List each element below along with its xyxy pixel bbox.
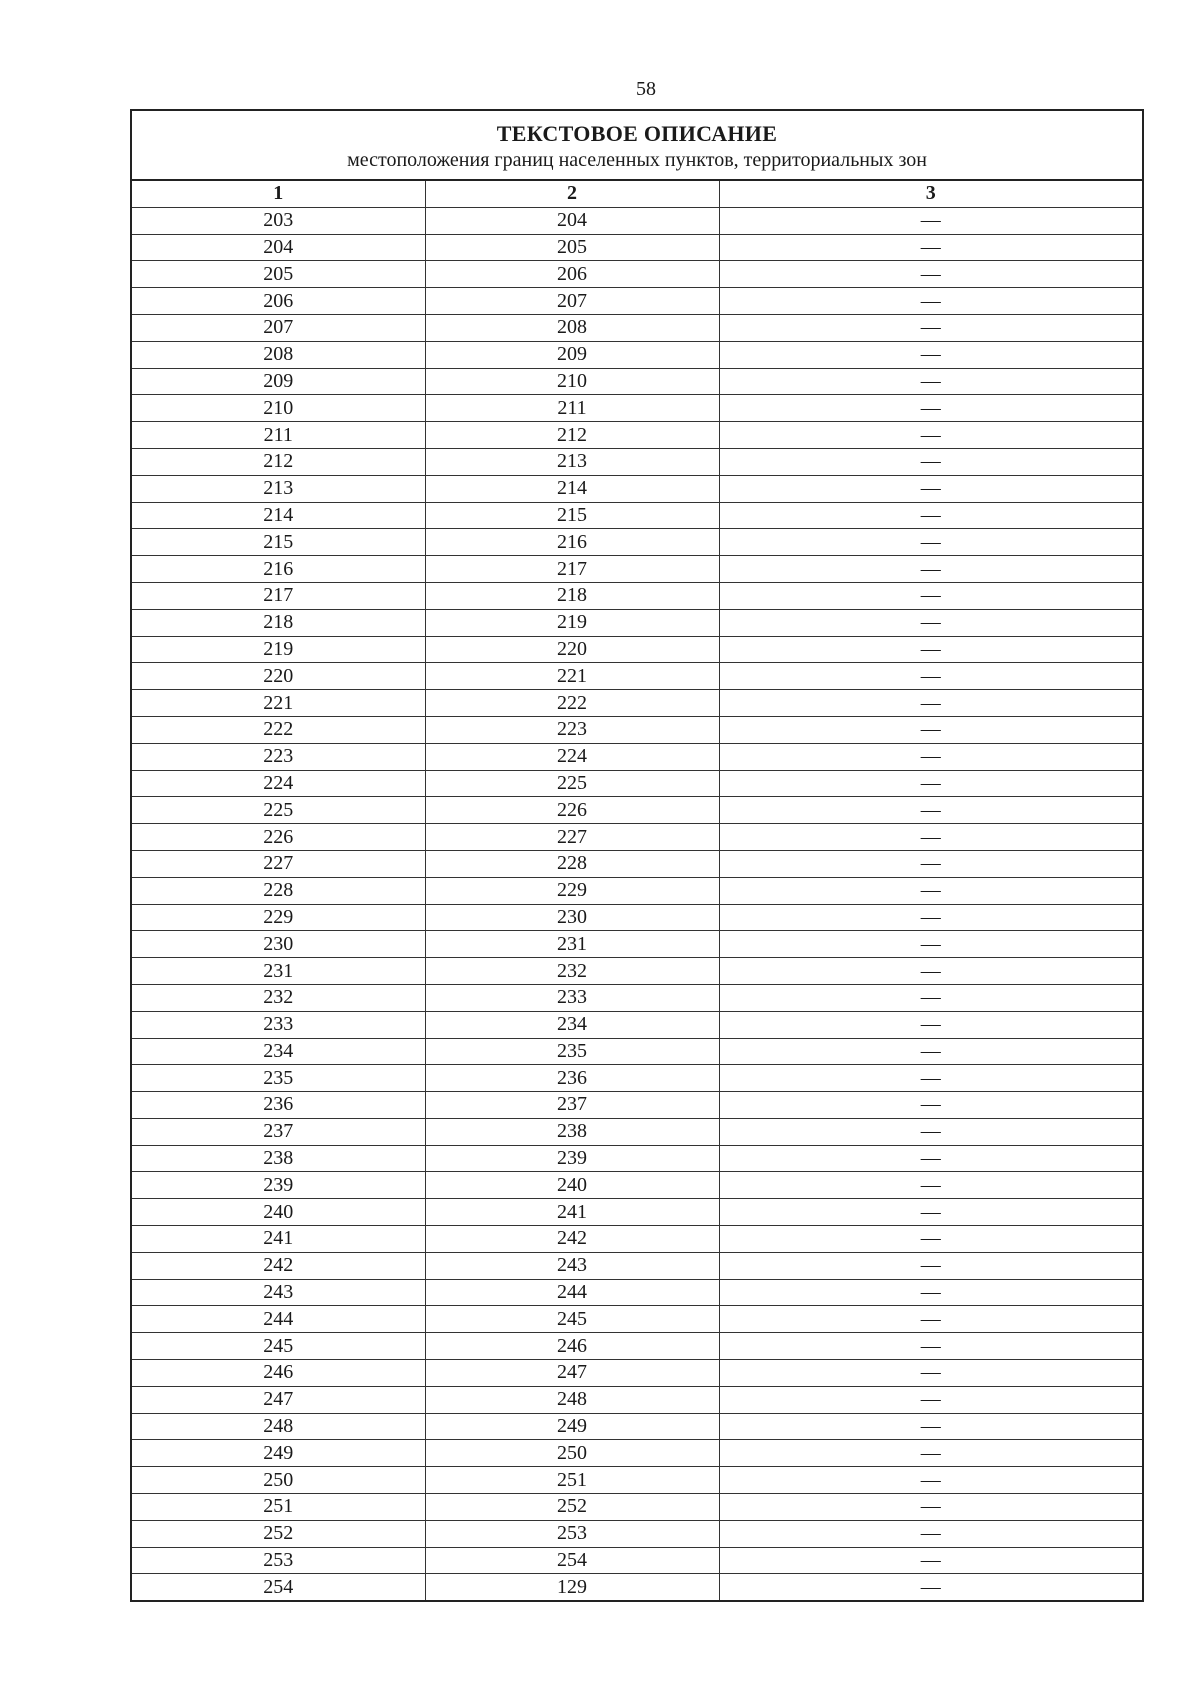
table-cell-col2: 207 <box>425 288 719 315</box>
column-header-row <box>132 181 1142 207</box>
table-row <box>132 1199 1142 1226</box>
table-cell-col1: 234 <box>132 1038 425 1065</box>
table-row <box>132 582 1142 609</box>
table-cell-col1: 231 <box>132 958 425 985</box>
table-row <box>132 448 1142 475</box>
table-cell-col1: 223 <box>132 743 425 770</box>
table-subtitle: местоположения границ населенных пунктов, территориальных зон <box>347 149 927 171</box>
table-row <box>132 1252 1142 1279</box>
table-cell-col2: 208 <box>425 314 719 341</box>
table-cell-col1: 242 <box>132 1252 425 1279</box>
table-cell-col3: — <box>719 288 1142 315</box>
table-row <box>132 207 1142 234</box>
table-cell-col2: 247 <box>425 1360 719 1387</box>
table-cell-col2: 213 <box>425 448 719 475</box>
table-row <box>132 824 1142 851</box>
table-cell-col2: 228 <box>425 850 719 877</box>
table-cell-col2: 236 <box>425 1065 719 1092</box>
table-row <box>132 797 1142 824</box>
column-header-2: 2 <box>425 181 719 207</box>
table-cell-col3: — <box>719 368 1142 395</box>
table-cell-col2: 209 <box>425 341 719 368</box>
table-cell-col3: — <box>719 207 1142 234</box>
table-cell-col3: — <box>719 1494 1142 1521</box>
table-cell-col2: 253 <box>425 1520 719 1547</box>
table-cell-col2: 233 <box>425 984 719 1011</box>
table-cell-col1: 209 <box>132 368 425 395</box>
table-row <box>132 1279 1142 1306</box>
table-cell-col2: 235 <box>425 1038 719 1065</box>
table-cell-col3: — <box>719 556 1142 583</box>
table-cell-col2: 226 <box>425 797 719 824</box>
table-cell-col2: 129 <box>425 1574 719 1600</box>
table-cell-col1: 214 <box>132 502 425 529</box>
table-cell-col2: 227 <box>425 824 719 851</box>
table-cell-col2: 219 <box>425 609 719 636</box>
table-cell-col3: — <box>719 1520 1142 1547</box>
table-cell-col2: 229 <box>425 877 719 904</box>
table-cell-col1: 217 <box>132 582 425 609</box>
table-cell-col1: 203 <box>132 207 425 234</box>
table-row <box>132 609 1142 636</box>
table-row <box>132 770 1142 797</box>
table-cell-col1: 250 <box>132 1467 425 1494</box>
table-cell-col1: 232 <box>132 984 425 1011</box>
table-row <box>132 958 1142 985</box>
table-cell-col1: 216 <box>132 556 425 583</box>
table-cell-col2: 231 <box>425 931 719 958</box>
table-row <box>132 636 1142 663</box>
table-row <box>132 395 1142 422</box>
table-cell-col2: 249 <box>425 1413 719 1440</box>
table-cell-col1: 208 <box>132 341 425 368</box>
table-row <box>132 288 1142 315</box>
table-cell-col3: — <box>719 502 1142 529</box>
table-cell-col3: — <box>719 1413 1142 1440</box>
table-cell-col1: 236 <box>132 1092 425 1119</box>
table-cell-col3: — <box>719 1386 1142 1413</box>
table-cell-col1: 210 <box>132 395 425 422</box>
table-cell-col3: — <box>719 1172 1142 1199</box>
table-cell-col3: — <box>719 931 1142 958</box>
table-cell-col3: — <box>719 1252 1142 1279</box>
table-cell-col3: — <box>719 743 1142 770</box>
table-cell-col1: 253 <box>132 1547 425 1574</box>
table-cell-col3: — <box>719 663 1142 690</box>
table-cell-col2: 245 <box>425 1306 719 1333</box>
table-cell-col2: 218 <box>425 582 719 609</box>
table-cell-col3: — <box>719 1065 1142 1092</box>
table-cell-col3: — <box>719 1118 1142 1145</box>
table-cell-col2: 204 <box>425 207 719 234</box>
table-cell-col1: 244 <box>132 1306 425 1333</box>
table-cell-col2: 242 <box>425 1226 719 1253</box>
table-cell-col3: — <box>719 609 1142 636</box>
table-row <box>132 1145 1142 1172</box>
table-cell-col1: 230 <box>132 931 425 958</box>
table-cell-col1: 224 <box>132 770 425 797</box>
table-cell-col1: 246 <box>132 1360 425 1387</box>
table-cell-col1: 219 <box>132 636 425 663</box>
table-cell-col1: 252 <box>132 1520 425 1547</box>
table-cell-col3: — <box>719 904 1142 931</box>
table-cell-col3: — <box>719 341 1142 368</box>
table-cell-col2: 230 <box>425 904 719 931</box>
table-cell-col1: 241 <box>132 1226 425 1253</box>
table-row <box>132 1360 1142 1387</box>
page-number: 58 <box>636 78 656 100</box>
table-cell-col1: 238 <box>132 1145 425 1172</box>
table-cell-col1: 249 <box>132 1440 425 1467</box>
table-row <box>132 314 1142 341</box>
table-cell-col2: 216 <box>425 529 719 556</box>
table-cell-col1: 207 <box>132 314 425 341</box>
table-cell-col3: — <box>719 690 1142 717</box>
table-cell-col3: — <box>719 797 1142 824</box>
table-row <box>132 1574 1142 1600</box>
table-cell-col3: — <box>719 314 1142 341</box>
table-cell-col3: — <box>719 529 1142 556</box>
table-cell-col2: 206 <box>425 261 719 288</box>
table-cell-col1: 227 <box>132 850 425 877</box>
table-cell-col2: 232 <box>425 958 719 985</box>
table-row <box>132 1038 1142 1065</box>
table-cell-col2: 220 <box>425 636 719 663</box>
table-row <box>132 529 1142 556</box>
table-cell-col3: — <box>719 448 1142 475</box>
table-cell-col3: — <box>719 636 1142 663</box>
table-row <box>132 984 1142 1011</box>
table-row <box>132 1226 1142 1253</box>
table-cell-col3: — <box>719 395 1142 422</box>
table-row <box>132 850 1142 877</box>
table-cell-col1: 225 <box>132 797 425 824</box>
table-cell-col2: 214 <box>425 475 719 502</box>
table-cell-col3: — <box>719 234 1142 261</box>
table-cell-col2: 254 <box>425 1547 719 1574</box>
table-cell-col3: — <box>719 877 1142 904</box>
table-cell-col3: — <box>719 1226 1142 1253</box>
table-cell-col3: — <box>719 1145 1142 1172</box>
table-cell-col1: 206 <box>132 288 425 315</box>
table-row <box>132 1386 1142 1413</box>
table-cell-col1: 239 <box>132 1172 425 1199</box>
data-table <box>132 181 1142 1600</box>
table-cell-col3: — <box>719 1467 1142 1494</box>
table-cell-col3: — <box>719 1092 1142 1119</box>
table-cell-col2: 239 <box>425 1145 719 1172</box>
table-row <box>132 904 1142 931</box>
table-cell-col2: 224 <box>425 743 719 770</box>
table-row <box>132 1520 1142 1547</box>
table-cell-col1: 245 <box>132 1333 425 1360</box>
table-cell-col1: 205 <box>132 261 425 288</box>
table-row <box>132 1065 1142 1092</box>
table-cell-col2: 234 <box>425 1011 719 1038</box>
table-cell-col1: 229 <box>132 904 425 931</box>
table-cell-col2: 241 <box>425 1199 719 1226</box>
table-cell-col2: 250 <box>425 1440 719 1467</box>
table-cell-col3: — <box>719 1011 1142 1038</box>
table-row <box>132 1172 1142 1199</box>
table-cell-col1: 233 <box>132 1011 425 1038</box>
table-cell-col1: 243 <box>132 1279 425 1306</box>
table-cell-col3: — <box>719 1199 1142 1226</box>
table-cell-col2: 223 <box>425 716 719 743</box>
table-row <box>132 341 1142 368</box>
table-cell-col1: 228 <box>132 877 425 904</box>
table-cell-col3: — <box>719 984 1142 1011</box>
table-row <box>132 475 1142 502</box>
table-cell-col1: 237 <box>132 1118 425 1145</box>
table-cell-col3: — <box>719 958 1142 985</box>
table-row <box>132 556 1142 583</box>
table-cell-col2: 246 <box>425 1333 719 1360</box>
table-row <box>132 1547 1142 1574</box>
table-row <box>132 716 1142 743</box>
table-row <box>132 502 1142 529</box>
table-row <box>132 1494 1142 1521</box>
table-cell-col1: 226 <box>132 824 425 851</box>
table-row <box>132 234 1142 261</box>
table-body <box>132 181 1142 1600</box>
table-row <box>132 1440 1142 1467</box>
table-cell-col2: 251 <box>425 1467 719 1494</box>
table-cell-col2: 243 <box>425 1252 719 1279</box>
table-row <box>132 663 1142 690</box>
table-cell-col3: — <box>719 582 1142 609</box>
table-cell-col2: 244 <box>425 1279 719 1306</box>
table-row <box>132 368 1142 395</box>
table-cell-col2: 210 <box>425 368 719 395</box>
table-cell-col3: — <box>719 1360 1142 1387</box>
table-cell-col1: 213 <box>132 475 425 502</box>
table-row <box>132 1467 1142 1494</box>
table-cell-col3: — <box>719 1547 1142 1574</box>
table-row <box>132 422 1142 449</box>
table-row <box>132 1011 1142 1038</box>
table-cell-col3: — <box>719 716 1142 743</box>
table-cell-col2: 205 <box>425 234 719 261</box>
table-cell-col2: 248 <box>425 1386 719 1413</box>
table-cell-col1: 251 <box>132 1494 425 1521</box>
table-cell-col3: — <box>920 1575 941 1598</box>
table-cell-col3: — <box>719 422 1142 449</box>
table-header-block <box>132 111 1142 181</box>
table-cell-col3: — <box>719 261 1142 288</box>
table-cell-col3: — <box>719 1333 1142 1360</box>
table-cell-col2: 217 <box>425 556 719 583</box>
table-cell-col3: — <box>719 850 1142 877</box>
table-cell-col2: 252 <box>425 1494 719 1521</box>
table-cell-col1: 204 <box>132 234 425 261</box>
table-cell-col2: 240 <box>425 1172 719 1199</box>
table-row <box>132 877 1142 904</box>
table-cell-col3: — <box>719 1038 1142 1065</box>
table-cell-col2: 222 <box>425 690 719 717</box>
table-row <box>132 743 1142 770</box>
column-header-3: 3 <box>719 181 1142 207</box>
table-row <box>132 1333 1142 1360</box>
table-row <box>132 261 1142 288</box>
table-row <box>132 690 1142 717</box>
table-cell-col3: — <box>719 770 1142 797</box>
table-cell-col3: — <box>719 1440 1142 1467</box>
table-cell-col1: 248 <box>132 1413 425 1440</box>
table-row <box>132 1413 1142 1440</box>
table-cell-col1: 221 <box>132 690 425 717</box>
table-row <box>132 1118 1142 1145</box>
table-title: ТЕКСТОВОЕ ОПИСАНИЕ <box>496 121 778 146</box>
table-cell-col3: — <box>719 475 1142 502</box>
table-cell-col1: 218 <box>132 609 425 636</box>
table-row <box>132 1306 1142 1333</box>
table-cell-col1: 212 <box>132 448 425 475</box>
table-cell-col1: 235 <box>132 1065 425 1092</box>
table-row <box>132 1092 1142 1119</box>
column-header-1: 1 <box>132 181 425 207</box>
table-cell-col2: 211 <box>425 395 719 422</box>
table-cell-col3: — <box>719 824 1142 851</box>
table-cell-col1: 247 <box>132 1386 425 1413</box>
table-cell-col2: 237 <box>425 1092 719 1119</box>
table-cell-col1: 211 <box>132 422 425 449</box>
table-cell-col1: 215 <box>132 529 425 556</box>
table-cell-col3: — <box>719 1306 1142 1333</box>
table-cell-col2: 215 <box>425 502 719 529</box>
table-cell-col1: 222 <box>132 716 425 743</box>
table-cell-col2: 221 <box>425 663 719 690</box>
table-row <box>132 931 1142 958</box>
table-cell-col2: 212 <box>425 422 719 449</box>
table-cell-col1: 254 <box>132 1574 425 1600</box>
table-cell-col2: 238 <box>425 1118 719 1145</box>
table-cell-col1: 220 <box>132 663 425 690</box>
boundary-description-table <box>130 109 1144 1602</box>
table-cell-col3: — <box>719 1279 1142 1306</box>
table-cell-col1: 240 <box>132 1199 425 1226</box>
table-cell-col2: 225 <box>425 770 719 797</box>
